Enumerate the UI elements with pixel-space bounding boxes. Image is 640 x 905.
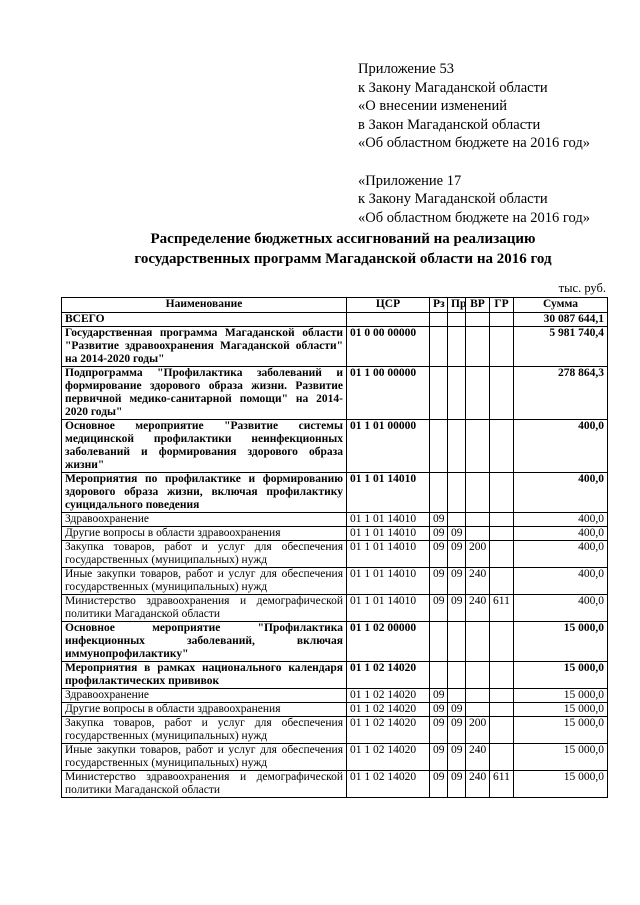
table-row xyxy=(62,622,608,662)
table-row xyxy=(62,717,608,744)
cell-gr xyxy=(490,703,514,717)
cell-pr: 09 xyxy=(448,703,466,717)
cell-sum: 400,0 xyxy=(514,568,608,595)
appendix-line: Приложение 53 xyxy=(358,61,454,77)
cell-sum: 15 000,0 xyxy=(514,717,608,744)
cell-vr xyxy=(466,313,490,327)
cell-sum: 5 981 740,4 xyxy=(514,327,608,367)
header-pr: Пр xyxy=(448,298,466,313)
table-row xyxy=(62,703,608,717)
cell-sum: 400,0 xyxy=(514,420,608,473)
cell-sum: 15 000,0 xyxy=(514,622,608,662)
cell-csr: 01 1 01 14010 xyxy=(347,513,430,527)
cell-csr: 01 1 01 14010 xyxy=(347,595,430,622)
cell-rz: 09 xyxy=(430,568,448,595)
table-header-row xyxy=(62,298,608,313)
cell-gr xyxy=(490,513,514,527)
cell-rz: 09 xyxy=(430,689,448,703)
cell-csr: 01 1 02 14020 xyxy=(347,703,430,717)
cell-pr xyxy=(448,313,466,327)
cell-gr: 611 xyxy=(490,771,514,798)
cell-pr xyxy=(448,420,466,473)
cell-sum: 15 000,0 xyxy=(514,662,608,689)
cell-vr xyxy=(466,622,490,662)
cell-csr: 01 1 01 14010 xyxy=(347,527,430,541)
cell-gr xyxy=(490,689,514,703)
cell-gr xyxy=(490,473,514,513)
appendix-line: «Приложение 17 xyxy=(358,172,462,189)
cell-csr: 01 1 02 14020 xyxy=(347,689,430,703)
cell-vr: 200 xyxy=(466,717,490,744)
units-label: тыс. руб. xyxy=(558,281,606,295)
cell-rz: 09 xyxy=(430,703,448,717)
document-title xyxy=(60,229,626,269)
cell-csr xyxy=(347,313,430,327)
cell-sum: 15 000,0 xyxy=(514,689,608,703)
cell-gr xyxy=(490,568,514,595)
cell-sum: 15 000,0 xyxy=(514,744,608,771)
cell-sum: 400,0 xyxy=(514,473,608,513)
table-row xyxy=(62,313,608,327)
cell-csr: 01 1 02 14020 xyxy=(347,662,430,689)
cell-rz: 09 xyxy=(430,595,448,622)
table-row xyxy=(62,541,608,568)
cell-vr xyxy=(466,473,490,513)
cell-name: Закупка товаров, работ и услуг для обеспечения государственных (муниципальных) нужд xyxy=(62,541,347,568)
header-rz: Рз xyxy=(430,298,448,313)
header-sum: Сумма xyxy=(514,298,608,313)
cell-vr xyxy=(466,703,490,717)
cell-name: Другие вопросы в области здравоохранения xyxy=(62,527,347,541)
table-row xyxy=(62,327,608,367)
cell-pr: 09 xyxy=(448,744,466,771)
cell-rz: 09 xyxy=(430,541,448,568)
cell-pr: 09 xyxy=(448,568,466,595)
table-row xyxy=(62,595,608,622)
cell-name: ВСЕГО xyxy=(62,313,347,327)
cell-name: Подпрограмма "Профилактика заболеваний и формирование здорового образа жизни. Развитие первичной медико-санитарной помощи" на 2014-2020 годы" xyxy=(62,367,347,420)
title-line-2: государственных программ Магаданской области на 2016 год xyxy=(134,251,552,267)
table-row xyxy=(62,744,608,771)
table-row xyxy=(62,420,608,473)
appendix-line: в Закон Магаданской области xyxy=(358,116,541,133)
cell-name: Иные закупки товаров, работ и услуг для обеспечения государственных (муниципальных) нужд xyxy=(62,568,347,595)
cell-gr xyxy=(490,717,514,744)
cell-pr: 09 xyxy=(448,541,466,568)
header-gr: ГР xyxy=(490,298,514,313)
cell-name: Другие вопросы в области здравоохранения xyxy=(62,703,347,717)
cell-pr xyxy=(448,367,466,420)
appendix-gap xyxy=(358,153,633,172)
cell-rz xyxy=(430,622,448,662)
table-row xyxy=(62,689,608,703)
cell-name: Иные закупки товаров, работ и услуг для обеспечения государственных (муниципальных) нужд xyxy=(62,744,347,771)
header-name: Наименование xyxy=(62,298,347,313)
cell-rz xyxy=(430,367,448,420)
cell-rz: 09 xyxy=(430,717,448,744)
cell-name: Основное мероприятие "Развитие системы медицинской профилактики неинфекционных заболеваний и формирования здорового образа жизни" xyxy=(62,420,347,473)
cell-name: Министерство здравоохранения и демографической политики Магаданской области xyxy=(62,771,347,798)
appendix-line: «Об областном бюджете на 2016 год» xyxy=(358,209,590,226)
cell-name: Здравоохранение xyxy=(62,689,347,703)
cell-sum: 400,0 xyxy=(514,541,608,568)
cell-name: Здравоохранение xyxy=(62,513,347,527)
cell-gr xyxy=(490,327,514,367)
cell-gr xyxy=(490,313,514,327)
cell-vr xyxy=(466,527,490,541)
cell-sum: 30 087 644,1 xyxy=(514,313,608,327)
cell-pr xyxy=(448,622,466,662)
cell-csr: 01 1 02 14020 xyxy=(347,771,430,798)
cell-sum: 15 000,0 xyxy=(514,703,608,717)
cell-sum: 400,0 xyxy=(514,527,608,541)
cell-vr xyxy=(466,327,490,367)
cell-csr: 01 1 02 14020 xyxy=(347,717,430,744)
cell-name: Министерство здравоохранения и демографической политики Магаданской области xyxy=(62,595,347,622)
cell-sum: 400,0 xyxy=(514,513,608,527)
cell-rz xyxy=(430,420,448,473)
cell-name: Государственная программа Магаданской области "Развитие здравоохранения Магаданской области" на 2014-2020 годы" xyxy=(62,327,347,367)
cell-gr xyxy=(490,367,514,420)
appendix-line: «Об областном бюджете на 2016 год» xyxy=(358,135,590,151)
cell-gr xyxy=(490,420,514,473)
cell-gr: 611 xyxy=(490,595,514,622)
cell-csr: 01 1 01 14010 xyxy=(347,568,430,595)
cell-gr xyxy=(490,541,514,568)
cell-vr xyxy=(466,420,490,473)
cell-rz xyxy=(430,662,448,689)
cell-name: Мероприятия в рамках национального календаря профилактических прививок xyxy=(62,662,347,689)
header-csr: ЦСР xyxy=(347,298,430,313)
cell-pr xyxy=(448,473,466,513)
cell-rz: 09 xyxy=(430,527,448,541)
table-row xyxy=(62,568,608,595)
cell-pr xyxy=(448,662,466,689)
appendix-header xyxy=(358,60,633,227)
cell-rz: 09 xyxy=(430,513,448,527)
cell-gr xyxy=(490,622,514,662)
table-body xyxy=(62,313,608,798)
table-row xyxy=(62,473,608,513)
cell-vr xyxy=(466,367,490,420)
cell-pr: 09 xyxy=(448,717,466,744)
cell-sum: 400,0 xyxy=(514,595,608,622)
cell-name: Основное мероприятие "Профилактика инфекционных заболеваний, включая иммунопрофилактику" xyxy=(62,622,347,662)
table-row xyxy=(62,513,608,527)
cell-vr: 240 xyxy=(466,568,490,595)
cell-rz xyxy=(430,327,448,367)
cell-vr xyxy=(466,662,490,689)
appendix-line: «О внесении изменений xyxy=(358,98,508,114)
cell-pr: 09 xyxy=(448,527,466,541)
cell-vr xyxy=(466,689,490,703)
table-row xyxy=(62,662,608,689)
cell-csr: 01 1 01 00000 xyxy=(347,420,430,473)
cell-csr: 01 1 01 14010 xyxy=(347,473,430,513)
cell-vr: 240 xyxy=(466,744,490,771)
appendix-line: к Закону Магаданской области xyxy=(358,79,548,96)
cell-csr: 01 1 00 00000 xyxy=(347,367,430,420)
cell-gr xyxy=(490,744,514,771)
cell-csr: 01 1 02 00000 xyxy=(347,622,430,662)
cell-rz: 09 xyxy=(430,771,448,798)
cell-vr: 240 xyxy=(466,771,490,798)
cell-pr xyxy=(448,327,466,367)
cell-rz: 09 xyxy=(430,744,448,771)
header-vr: ВР xyxy=(466,298,490,313)
cell-gr xyxy=(490,662,514,689)
cell-vr: 200 xyxy=(466,541,490,568)
cell-vr xyxy=(466,513,490,527)
title-line-1: Распределение бюджетных ассигнований на реализацию xyxy=(150,231,536,247)
cell-pr xyxy=(448,689,466,703)
table-row xyxy=(62,367,608,420)
cell-gr xyxy=(490,527,514,541)
cell-sum: 15 000,0 xyxy=(514,771,608,798)
table-row xyxy=(62,527,608,541)
cell-sum: 278 864,3 xyxy=(514,367,608,420)
cell-name: Закупка товаров, работ и услуг для обеспечения государственных (муниципальных) нужд xyxy=(62,717,347,744)
cell-vr: 240 xyxy=(466,595,490,622)
cell-csr: 01 1 01 14010 xyxy=(347,541,430,568)
cell-pr xyxy=(448,513,466,527)
cell-csr: 01 0 00 00000 xyxy=(347,327,430,367)
cell-pr: 09 xyxy=(448,771,466,798)
cell-rz xyxy=(430,313,448,327)
cell-pr: 09 xyxy=(448,595,466,622)
cell-rz xyxy=(430,473,448,513)
cell-csr: 01 1 02 14020 xyxy=(347,744,430,771)
table-row xyxy=(62,771,608,798)
appendix-line: к Закону Магаданской области xyxy=(358,191,548,207)
cell-name: Мероприятия по профилактике и формированию здорового образа жизни, включая профилактику суицидального поведения xyxy=(62,473,347,513)
budget-table xyxy=(61,297,608,798)
